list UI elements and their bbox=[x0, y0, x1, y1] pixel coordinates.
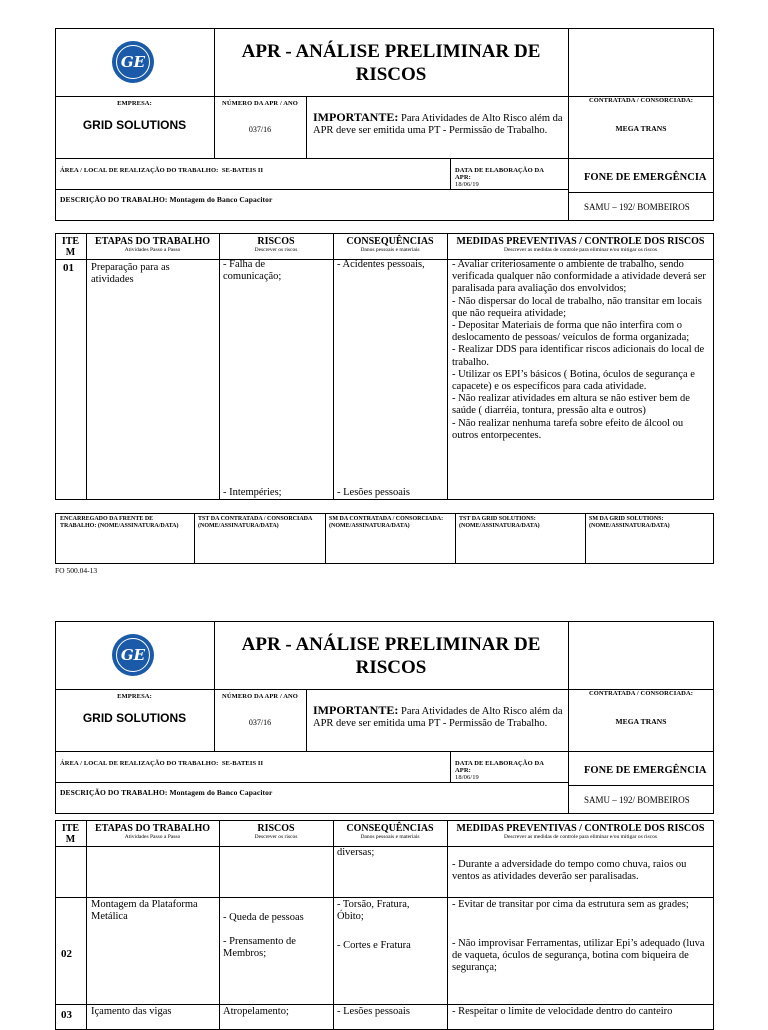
cont-medida: - Durante a adversidade do tempo como chuva, raios ou ventos as atividades deverão ser paralisadas. bbox=[452, 859, 687, 883]
contratada-value: MEGA TRANS bbox=[615, 717, 667, 726]
sig-sm-grid: SM DA GRID SOLUTIONS: (NOME/ASSINATURA/DATA) bbox=[589, 516, 670, 529]
row-03-etapa: Içamento das vigas bbox=[91, 1006, 172, 1017]
fone-emergencia: FONE DE EMERGÊNCIA bbox=[584, 172, 707, 183]
row-03-risco: Atropelamento; bbox=[223, 1006, 289, 1017]
sig-tst-contratada: TST DA CONTRATADA / CONSORCIADA (NOME/ASSINATURA/DATA) bbox=[198, 516, 313, 529]
row-02-etapa: Montagem da Plataforma Metálica bbox=[91, 899, 198, 923]
samu-phone: SAMU – 192/ BOMBEIROS bbox=[584, 795, 690, 805]
row-03-consequencia: - Lesões pessoais bbox=[337, 1006, 410, 1017]
row-01-medidas: - Avaliar criteriosamente o ambiente de trabalho, sendo verificada qualquer não conformidade a atividade deverá ser paralisada para avaliação dos envolvidos; - Não dispersar do local de trabalho, não transitar em locais que não requeira atividade; - Depositar Materiais de forma que não interfira com o deslocamento de pessoas/ veículos de forma organizada; - Realizar DDS para identificar riscos adicionais do local de trabalho. - Utilizar os EPI’s básicos ( Botina, óculos de segurança e capacete) e os específicos para cada atividade. - Não realizar atividades em altura se não estiver bem de saúde ( diarréia, tontura, pressão alta e outros) - Não realizar nenhuma tarefa sobre efeito de álcool ou outros entorpecentes. bbox=[452, 259, 706, 441]
col-item: ITE M bbox=[61, 236, 80, 258]
col-medidas: MEDIDAS PREVENTIVAS / CONTROLE DOS RISCOS Descrever as medidas de controle para eliminar e/ou mitigar os riscos bbox=[456, 823, 705, 840]
row-01-consequencia-1: - Acidentes pessoais, bbox=[337, 259, 425, 270]
numero-value: 037/16 bbox=[248, 718, 272, 727]
page-title: APR - ANÁLISE PRELIMINAR DE RISCOS bbox=[241, 634, 541, 678]
col-consequencias: CONSEQUÊNCIAS Danos pessoais e materiais bbox=[346, 236, 434, 253]
area-label: ÁREA / LOCAL DE REALIZAÇÃO DO TRABALHO: SE-BATEIS II bbox=[60, 167, 264, 174]
contratada-label: CONTRATADA / CONSORCIADA: bbox=[588, 690, 694, 697]
row-01-risco-1: - Falha de comunicação; bbox=[223, 259, 282, 283]
col-item: ITE M bbox=[61, 823, 80, 845]
empresa-value: GRID SOLUTIONS bbox=[82, 711, 187, 725]
ge-logo: GE bbox=[112, 634, 154, 676]
col-riscos: RISCOS Descrever os riscos bbox=[254, 823, 298, 840]
data-elaboracao: DATA DE ELABORAÇÃO DA APR: 18/06/19 bbox=[455, 167, 545, 188]
ge-logo: GE bbox=[112, 41, 154, 83]
numero-label: NÚMERO DA APR / ANO bbox=[222, 100, 298, 107]
col-medidas: MEDIDAS PREVENTIVAS / CONTROLE DOS RISCOS Descrever as medidas de controle para eliminar e/ou mitigar os riscos bbox=[456, 236, 705, 253]
samu-phone: SAMU – 192/ BOMBEIROS bbox=[584, 202, 690, 212]
row-03-item: 03 bbox=[61, 1009, 72, 1021]
sig-sm-contratada: SM DA CONTRATADA / CONSORCIADA: (NOME/ASSINATURA/DATA) bbox=[329, 516, 444, 529]
numero-label: NÚMERO DA APR / ANO bbox=[222, 693, 298, 700]
page-title: APR - ANÁLISE PRELIMINAR DE RISCOS bbox=[241, 41, 541, 85]
row-01-risco-2: - Intempéries; bbox=[223, 487, 282, 498]
importante-note: IMPORTANTE: Para Atividades de Alto Risco além da APR deve ser emitida uma PT - Permissão de Trabalho. bbox=[313, 110, 563, 136]
row-01-etapa: Preparação para as atividades bbox=[91, 262, 170, 286]
descricao: DESCRIÇÃO DO TRABALHO: Montagem do Banco Capacitor bbox=[60, 788, 273, 797]
row-02-risco-2: - Prensamento de Membros; bbox=[223, 936, 296, 960]
row-01-item: 01 bbox=[63, 262, 74, 274]
empresa-value: GRID SOLUTIONS bbox=[82, 118, 187, 132]
col-etapas: ETAPAS DO TRABALHO Atividades Passo a Passo bbox=[94, 236, 211, 253]
descricao: DESCRIÇÃO DO TRABALHO: Montagem do Banco Capacitor bbox=[60, 195, 273, 204]
cont-consequencia: diversas; bbox=[337, 847, 375, 858]
contratada-value: MEGA TRANS bbox=[615, 124, 667, 133]
col-consequencias: CONSEQUÊNCIAS Danos pessoais e materiais bbox=[346, 823, 434, 840]
fone-emergencia: FONE DE EMERGÊNCIA bbox=[584, 765, 707, 776]
numero-value: 037/16 bbox=[248, 125, 272, 134]
sig-tst-grid: TST DA GRID SOLUTIONS: (NOME/ASSINATURA/DATA) bbox=[459, 516, 540, 529]
row-02-item: 02 bbox=[61, 948, 72, 960]
row-01-consequencia-2: - Lesões pessoais bbox=[337, 487, 410, 498]
sig-encarregado: ENCARREGADO DA FRENTE DE TRABALHO: (NOME/ASSINATURA/DATA) bbox=[60, 516, 179, 529]
row-03-medida: - Respeitar o limite de velocidade dentro do canteiro bbox=[452, 1006, 673, 1017]
row-02-risco-1: - Queda de pessoas bbox=[223, 912, 304, 923]
row-02-medida-1: - Evitar de transitar por cima da estrutura sem as grades; bbox=[452, 899, 689, 910]
form-code: FO 500.04-13 bbox=[55, 566, 98, 575]
empresa-label: EMPRESA: bbox=[117, 693, 152, 700]
row-02-consequencia-1: - Torsão, Fratura, Óbito; bbox=[337, 899, 410, 923]
importante-note: IMPORTANTE: Para Atividades de Alto Risco além da APR deve ser emitida uma PT - Permissão de Trabalho. bbox=[313, 703, 563, 729]
empresa-label: EMPRESA: bbox=[117, 100, 152, 107]
col-riscos: RISCOS Descrever os riscos bbox=[254, 236, 298, 253]
row-02-medida-2: - Não improvisar Ferramentas, utilizar Epi’s adequado (luva de vaqueta, óculos de segurança, botina com biqueira de segurança; bbox=[452, 938, 705, 974]
area-label: ÁREA / LOCAL DE REALIZAÇÃO DO TRABALHO: SE-BATEIS II bbox=[60, 760, 264, 767]
col-etapas: ETAPAS DO TRABALHO Atividades Passo a Passo bbox=[94, 823, 211, 840]
row-02-consequencia-2: - Cortes e Fratura bbox=[337, 940, 411, 951]
contratada-label: CONTRATADA / CONSORCIADA: bbox=[588, 97, 694, 104]
data-elaboracao: DATA DE ELABORAÇÃO DA APR: 18/06/19 bbox=[455, 760, 545, 781]
